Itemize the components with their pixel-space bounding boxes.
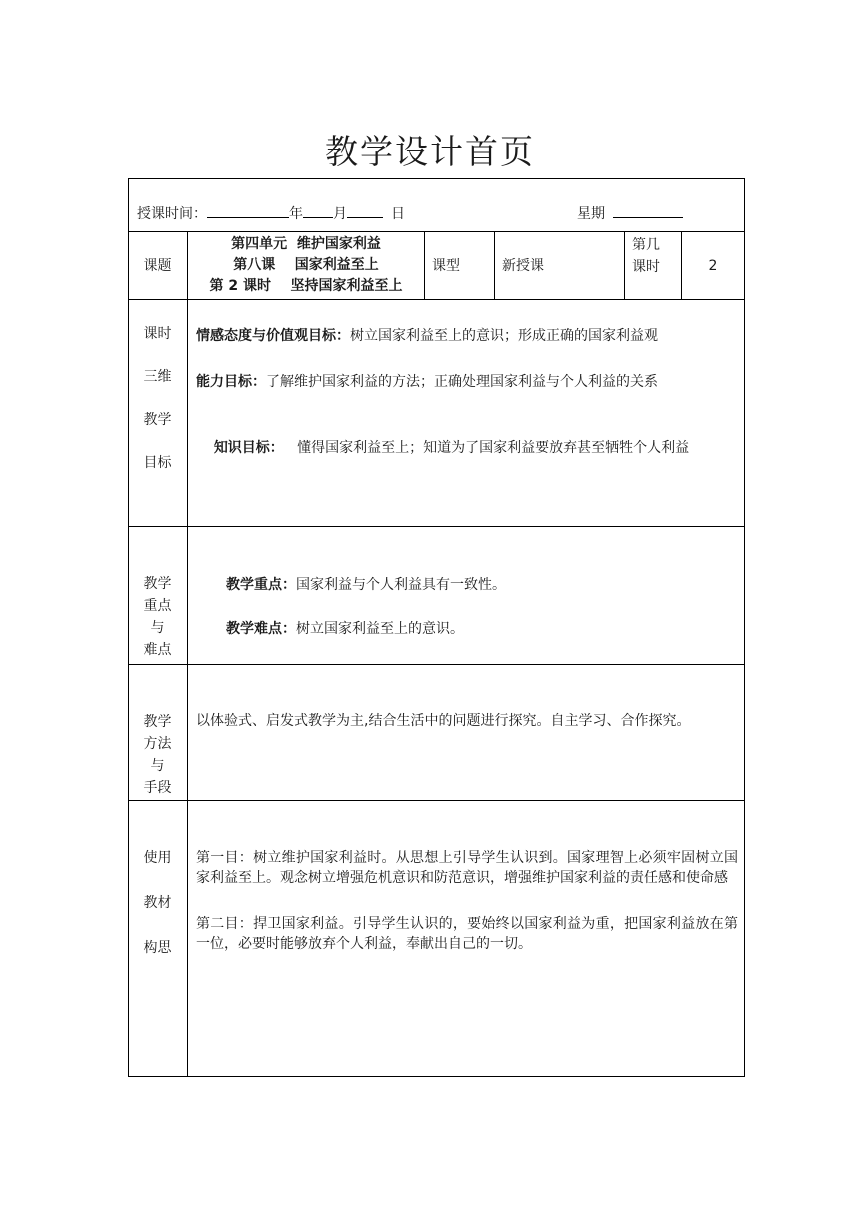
objective-text: 了解维护国家利益的方法；正确处理国家利益与个人利益的关系 (266, 374, 658, 390)
month-label: 月 (333, 206, 347, 222)
row-divider (128, 299, 745, 300)
difficulty-title: 教学难点： (226, 621, 296, 637)
material-label-line: 构思 (143, 940, 172, 956)
column-divider (494, 231, 495, 300)
time-blank (207, 203, 289, 218)
table-border-bottom (128, 1076, 745, 1077)
key-point-title: 教学重点： (226, 577, 296, 593)
topic-label: 课题 (143, 258, 172, 274)
objective-ability (196, 372, 736, 392)
weekday-row (577, 203, 737, 224)
key-point-text: 国家利益与个人利益具有一致性。 (296, 577, 506, 593)
objective-text: 树立国家利益至上的意识；形成正确的国家利益观 (350, 328, 658, 344)
method-text: 以体验式、启发式教学为主,结合生活中的问题进行探究。自主学习、合作探究。 (196, 713, 691, 729)
objective-knowledge (196, 418, 736, 478)
period-label-line1: 第几 (632, 237, 660, 253)
material-paragraph-1: 第一目：树立维护国家利益时。从思想上引导学生认识到。国家理智上必须牢固树立国家利益至上。观念树立增强危机意识和防范意识，增强维护国家利益的责任感和使命感 (196, 850, 738, 886)
method-label-line: 手段 (143, 780, 172, 796)
focus-label-line: 难点 (143, 642, 172, 658)
period-label-line2: 课时 (632, 259, 660, 275)
day-label: 日 (391, 206, 405, 222)
column-divider (624, 231, 625, 300)
objective-text: 懂得国家利益至上；知道为了国家利益要放弃甚至牺牲个人利益 (283, 440, 690, 456)
objective-title: 能力目标： (196, 374, 266, 390)
year-blank (303, 203, 333, 218)
method-label-line: 方法 (143, 736, 172, 752)
column-divider (424, 231, 425, 300)
time-label: 授课时间： (137, 206, 207, 222)
focus-label-line: 重点 (143, 598, 172, 614)
topic-period: 第 2 课时 坚持国家利益至上 (209, 278, 403, 294)
period-value: 2 (708, 258, 718, 274)
page-title: 教学设计首页 (325, 132, 535, 171)
focus-label (128, 573, 187, 661)
objective-emotion (196, 326, 736, 346)
objective-title: 情感态度与价值观目标： (196, 328, 350, 344)
method-label-line: 与 (150, 758, 165, 774)
row-divider (128, 526, 745, 527)
topic-lesson: 第八课 国家利益至上 (233, 257, 379, 273)
objectives-label-line: 三维 (143, 369, 172, 385)
method-label-line: 教学 (143, 714, 172, 730)
month-blank (347, 203, 383, 218)
focus-label-line: 与 (150, 620, 165, 636)
row-divider (128, 231, 745, 232)
year-label: 年 (289, 206, 303, 222)
material-label-line: 使用 (143, 850, 172, 866)
objective-title: 知识目标： (213, 440, 284, 456)
row-divider (128, 800, 745, 801)
objectives-label-line: 课时 (143, 326, 172, 342)
material-label-line: 教材 (143, 895, 172, 911)
objectives-label-line: 目标 (143, 455, 172, 471)
objectives-label (128, 324, 187, 473)
method-label (128, 711, 187, 799)
material-paragraph-2: 第二目：捍卫国家利益。引导学生认识的，要始终以国家利益为重，把国家利益放在第一位，必要时能够放弃个人利益，奉献出自己的一切。 (196, 916, 738, 952)
week-label: 星期 (577, 206, 605, 222)
type-label: 课型 (432, 258, 460, 274)
type-value: 新授课 (502, 258, 544, 274)
difficulty-text: 树立国家利益至上的意识。 (296, 621, 464, 637)
difficulty-point (226, 619, 726, 639)
material-label (128, 848, 187, 958)
focus-label-line: 教学 (143, 576, 172, 592)
table-border-right (744, 178, 745, 1077)
table-border-top (128, 178, 745, 179)
topic-content (188, 234, 424, 297)
lesson-plan-table (128, 178, 745, 1077)
objectives-label-line: 教学 (143, 412, 172, 428)
column-divider (187, 231, 188, 1077)
topic-unit: 第四单元 维护国家利益 (231, 236, 381, 252)
week-blank (613, 203, 683, 218)
row-divider (128, 664, 745, 665)
key-point (226, 575, 726, 595)
period-label (632, 234, 660, 278)
